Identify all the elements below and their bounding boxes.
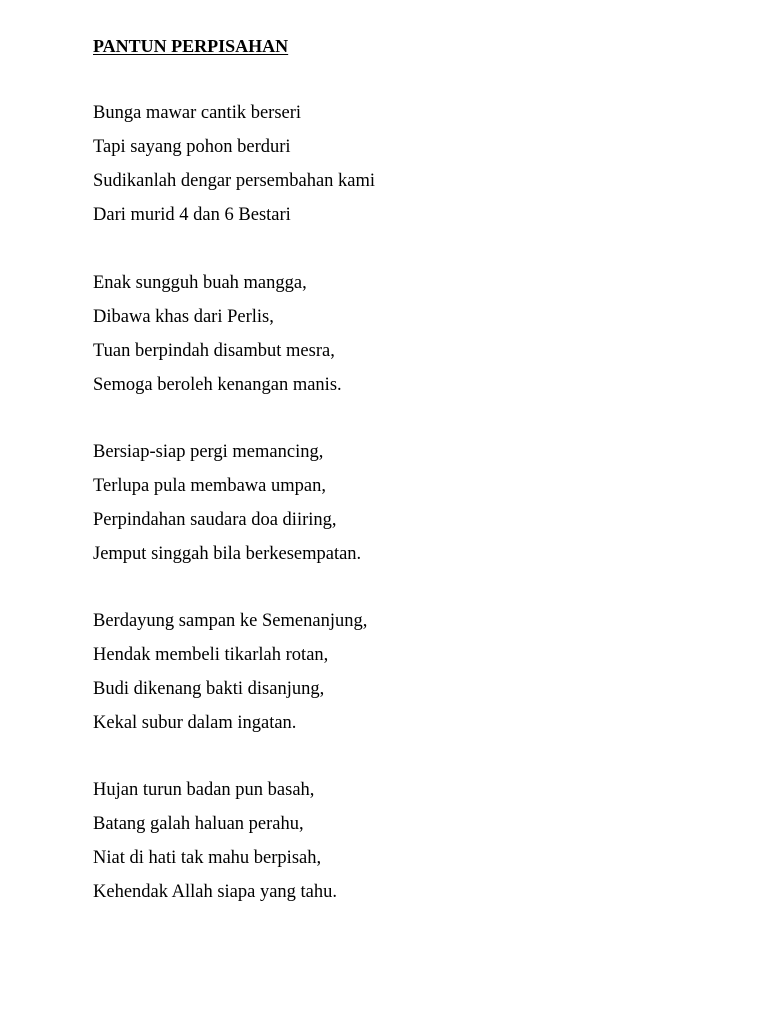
verse-line: Batang galah haluan perahu, <box>93 814 304 834</box>
verse-line: Bersiap-siap pergi memancing, <box>93 442 324 462</box>
verse-line: Jemput singgah bila berkesempatan. <box>93 544 362 564</box>
stanza-1 <box>93 96 375 232</box>
verse-line: Kehendak Allah siapa yang tahu. <box>93 882 338 902</box>
verse-line: Perpindahan saudara doa diiring, <box>93 510 337 530</box>
verse-line: Tuan berpindah disambut mesra, <box>93 341 335 361</box>
document-title: PANTUN PERPISAHAN <box>93 36 289 56</box>
stanza-5 <box>93 773 337 909</box>
verse-line: Tapi sayang pohon berduri <box>93 137 291 157</box>
verse-line: Sudikanlah dengar persembahan kami <box>93 171 376 191</box>
verse-line: Berdayung sampan ke Semenanjung, <box>93 611 368 631</box>
verse-line: Budi dikenang bakti disanjung, <box>93 679 325 699</box>
stanza-4 <box>93 604 367 740</box>
verse-line: Niat di hati tak mahu berpisah, <box>93 848 322 868</box>
verse-line: Enak sungguh buah mangga, <box>93 273 307 293</box>
stanza-3 <box>93 435 361 571</box>
verse-line: Semoga beroleh kenangan manis. <box>93 375 342 395</box>
verse-line: Kekal subur dalam ingatan. <box>93 713 297 733</box>
verse-line: Bunga mawar cantik berseri <box>93 103 302 123</box>
verse-line: Dibawa khas dari Perlis, <box>93 307 274 327</box>
verse-line: Terlupa pula membawa umpan, <box>93 476 326 496</box>
verse-line: Dari murid 4 dan 6 Bestari <box>93 205 291 225</box>
verse-line: Hendak membeli tikarlah rotan, <box>93 645 329 665</box>
stanza-2 <box>93 266 342 402</box>
verse-line: Hujan turun badan pun basah, <box>93 780 315 800</box>
